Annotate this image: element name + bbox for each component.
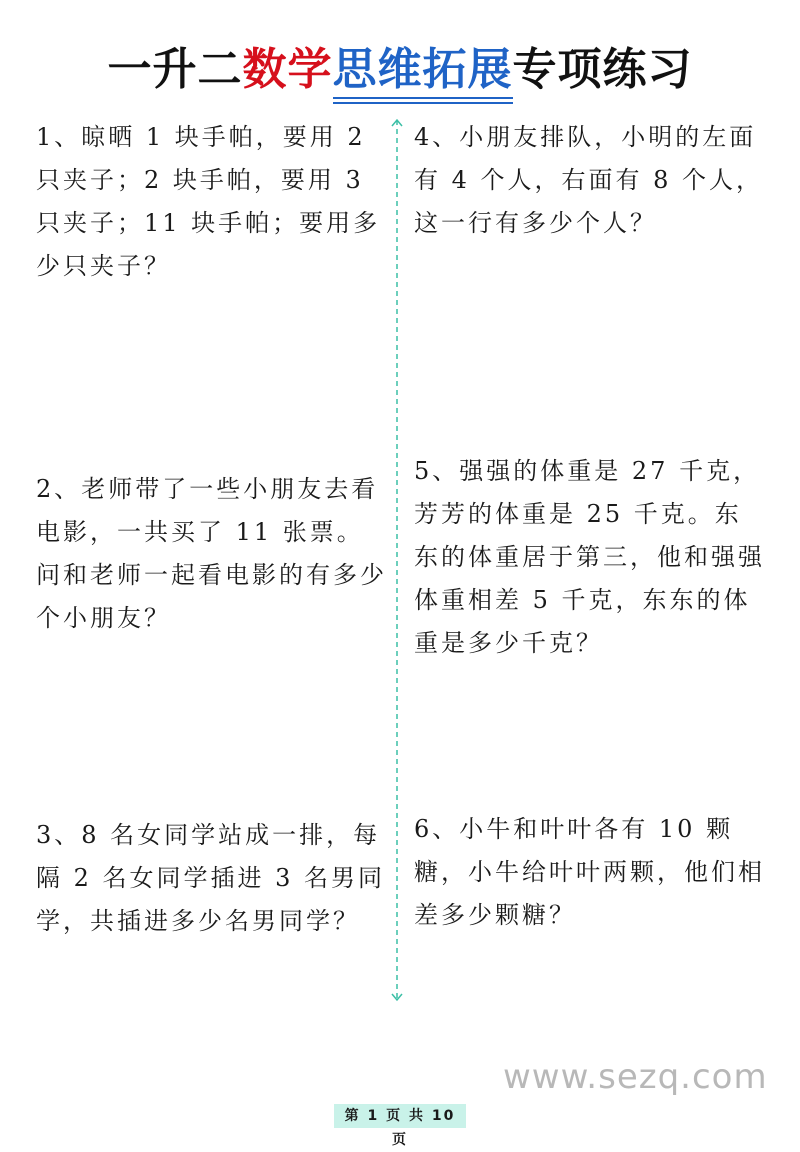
page-number-footer: 第 1 页 共 10 页 xyxy=(334,1104,466,1128)
column-divider-arrow xyxy=(391,118,403,1002)
question-5: 5、强强的体重是 27 千克，芳芳的体重是 25 千克。东东的体重居于第三，他和强强体重相差 5 千克，东东的体重是多少千克？ xyxy=(414,457,765,657)
title-part-topic xyxy=(333,40,513,100)
page-title xyxy=(0,40,800,100)
title-part-practice: 专项练习 xyxy=(512,44,693,95)
question-6: 6、小牛和叶叶各有 10 颗糖，小牛给叶叶两颗，他们相差多少颗糖？ xyxy=(414,815,765,929)
watermark-url: www.sezq.com xyxy=(503,1057,768,1097)
title-part-grade: 一升二 xyxy=(107,44,243,95)
title-double-underline xyxy=(333,97,513,104)
question-2: 2、老师带了一些小朋友去看电影，一共买了 11 张票。问和老师一起看电影的有多少个小朋友？ xyxy=(36,475,387,632)
question-3: 3、8 名女同学站成一排，每隔 2 名女同学插进 3 名男同学，共插进多少名男同学？ xyxy=(36,821,386,935)
title-part-topic-text: 思维拓展 xyxy=(332,44,513,95)
title-part-subject: 数学 xyxy=(242,44,333,95)
question-1: 1、晾晒 1 块手帕，要用 2 只夹子；2 块手帕，要用 3 只夹子；11 块手帕；要用多少只夹子？ xyxy=(36,123,381,280)
question-4: 4、小朋友排队，小明的左面有 4 个人，右面有 8 个人，这一行有多少个人？ xyxy=(414,123,764,237)
